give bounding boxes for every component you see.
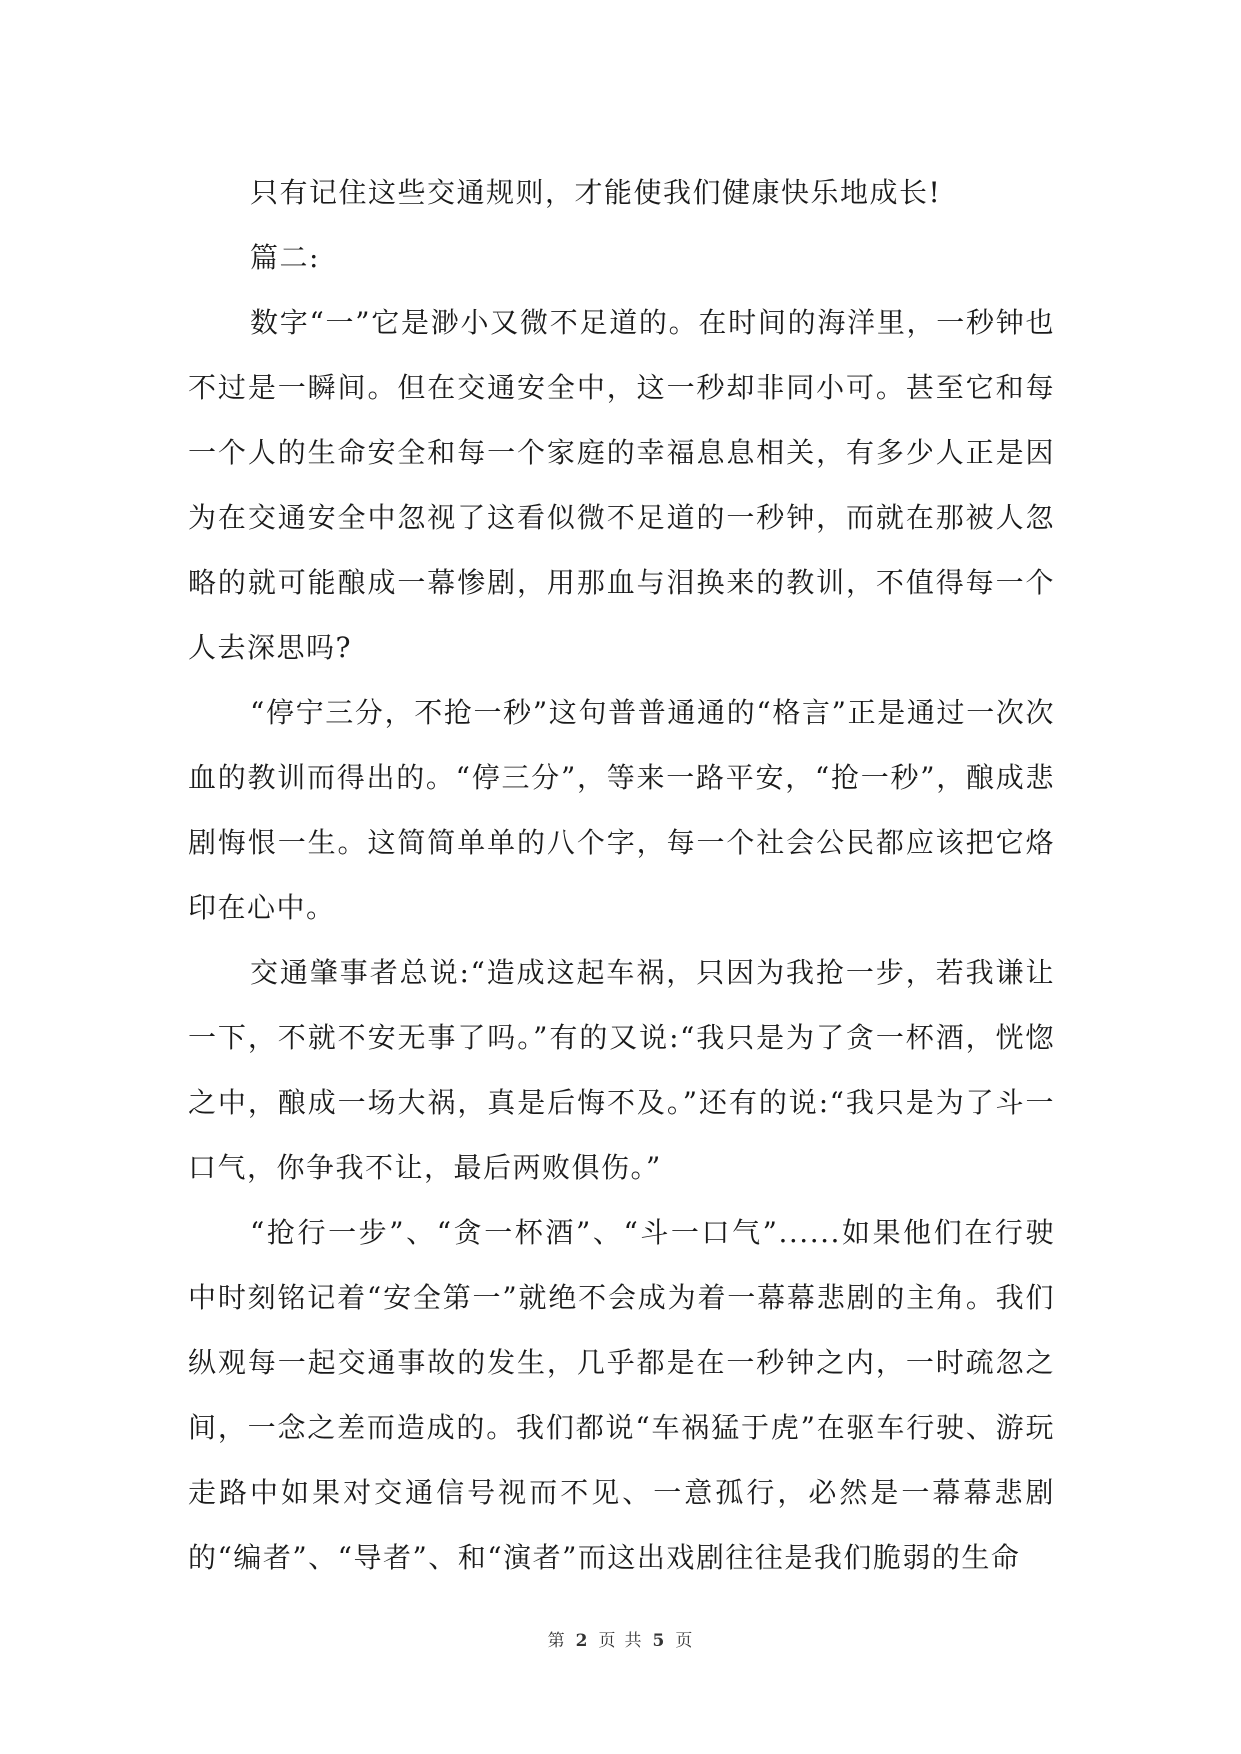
body-text — [188, 160, 1055, 1590]
section-heading: 篇二: — [250, 241, 320, 274]
footer-suffix: 页 — [675, 1631, 694, 1651]
paragraph: 只有记住这些交通规则，才能使我们健康快乐地成长! — [250, 176, 942, 209]
paragraph: 交通肇事者总说:“造成这起车祸，只因为我抢一步，若我谦让一下，不就不安无事了吗。”有的又说:“我只是为了贪一杯酒，恍惚之中，酿成一场大祸，真是后悔不及。”还有的说:“我只是为了斗一口气，你争我不让，最后两败俱伤。” — [188, 956, 1055, 1184]
footer-prefix: 第 — [547, 1631, 566, 1651]
paragraph: “抢行一步”、“贪一杯酒”、“斗一口气”......如果他们在行驶中时刻铭记着“安全第一”就绝不会成为着一幕幕悲剧的主角。我们纵观每一起交通事故的发生，几乎都是在一秒钟之内，一时疏忽之间，一念之差而造成的。我们都说“车祸猛于虎”在驱车行驶、游玩走路中如果对交通信号视而不见、一意孤行，必然是一幕幕悲剧的“编者”、“导者”、和“演者”而这出戏剧往往是我们脆弱的生命 — [188, 1216, 1055, 1574]
paragraph: “停宁三分，不抢一秒”这句普普通通的“格言”正是通过一次次血的教训而得出的。“停三分”，等来一路平安，“抢一秒”，酿成悲剧悔恨一生。这简简单单的八个字，每一个社会公民都应该把它烙印在心中。 — [188, 696, 1055, 924]
total-pages-number: 5 — [652, 1631, 666, 1651]
page-footer — [0, 1626, 1241, 1651]
current-page-number: 2 — [575, 1631, 589, 1651]
footer-total-word: 共 — [624, 1631, 643, 1651]
footer-page-word: 页 — [598, 1631, 617, 1651]
paragraph: 数字“一”它是渺小又微不足道的。在时间的海洋里，一秒钟也不过是一瞬间。但在交通安全中，这一秒却非同小可。甚至它和每一个人的生命安全和每一个家庭的幸福息息相关，有多少人正是因为在交通安全中忽视了这看似微不足道的一秒钟，而就在那被人忽略的就可能酿成一幕惨剧，用那血与泪换来的教训，不值得每一个人去深思吗? — [188, 306, 1055, 664]
